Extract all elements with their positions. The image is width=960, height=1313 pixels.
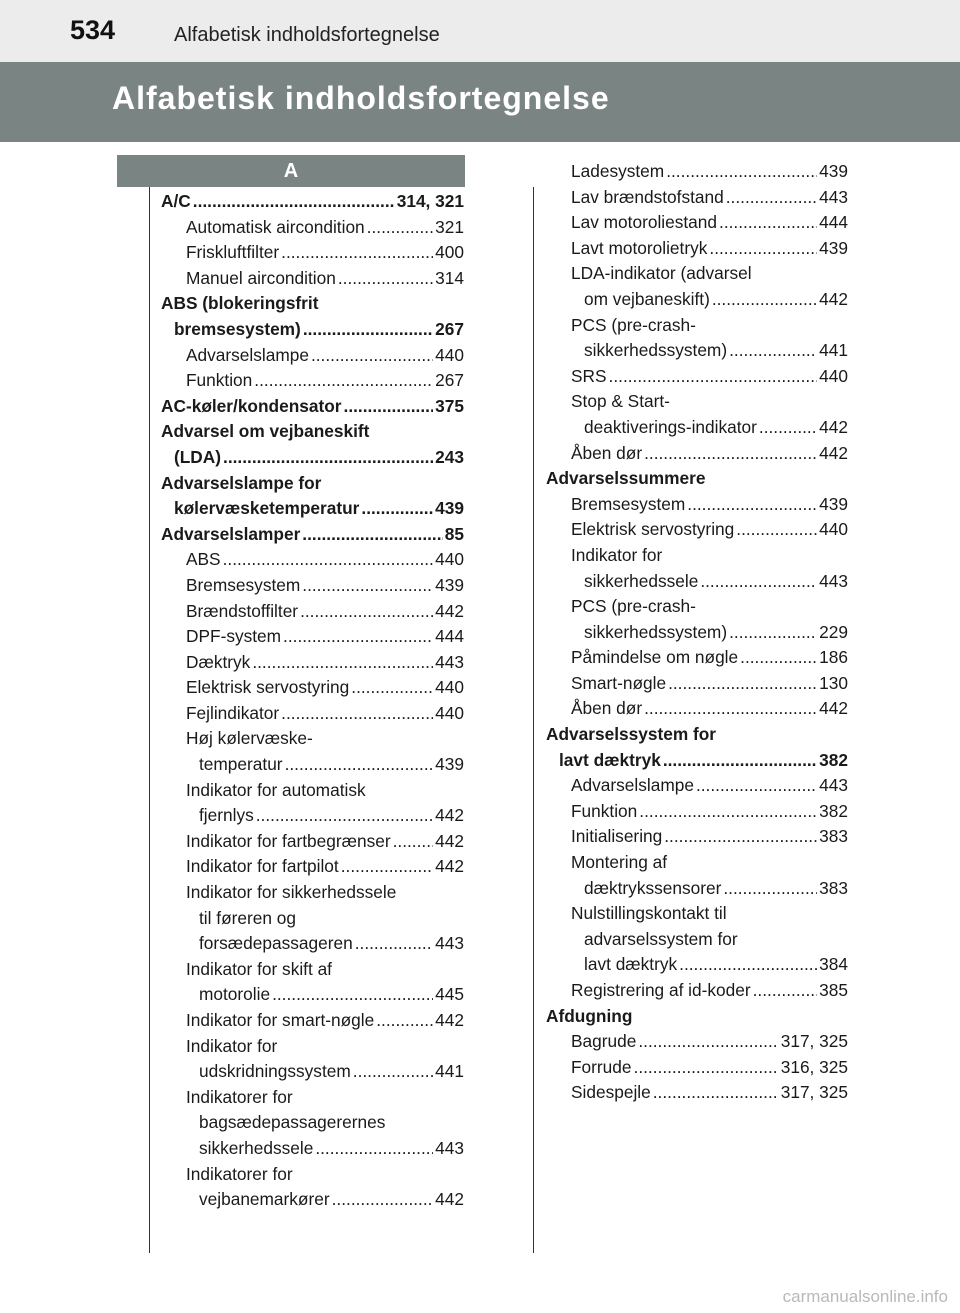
- entry-term: bremsesystem): [174, 318, 301, 339]
- entry-term: Advarselssystem for: [546, 724, 717, 745]
- dot-leader: [353, 1059, 433, 1085]
- entry-term: DPF-system: [186, 626, 282, 647]
- entry-term: Fejlindikator: [186, 702, 280, 723]
- right-column-rule: [533, 187, 534, 1253]
- entry-term: SRS: [571, 365, 607, 386]
- entry-term: (LDA): [174, 446, 222, 467]
- entry-term: bagsædepassagerernes: [199, 1112, 386, 1133]
- entry-page-ref: 321: [435, 216, 464, 237]
- entry-term: Lav brændstofstand: [571, 186, 724, 207]
- dot-leader: [668, 671, 817, 697]
- index-entry: [161, 854, 464, 880]
- dot-leader: [759, 415, 817, 441]
- entry-page-ref: 442: [435, 1010, 464, 1030]
- index-entry: [546, 338, 848, 364]
- dot-leader: [283, 624, 433, 650]
- index-entry: [161, 778, 464, 804]
- dot-leader: [723, 876, 817, 902]
- index-entry: [161, 701, 464, 727]
- dot-leader: [639, 799, 817, 825]
- index-entry: [161, 573, 464, 599]
- index-entry: [161, 445, 464, 471]
- index-entry: [161, 803, 464, 829]
- dot-leader: [344, 394, 434, 420]
- index-entry: [546, 773, 848, 799]
- dot-leader: [663, 748, 817, 774]
- entry-page-ref: 443: [819, 570, 848, 591]
- entry-term: ABS: [186, 549, 221, 570]
- entry-page-ref: 443: [819, 775, 848, 796]
- entry-term: Nulstillingskontakt til: [571, 903, 727, 924]
- index-entry: [161, 829, 464, 855]
- index-entry: [161, 931, 464, 957]
- entry-term: temperatur: [199, 754, 283, 775]
- index-entry: [161, 1162, 464, 1188]
- left-column-rule: [149, 187, 150, 1253]
- index-entry: [161, 1085, 464, 1111]
- index-entry: [546, 1004, 848, 1030]
- dot-leader: [393, 829, 434, 855]
- entry-term: Indikator for skift af: [186, 958, 332, 979]
- entry-term: Dæktryk: [186, 651, 251, 672]
- index-entry: [546, 824, 848, 850]
- index-entry: [546, 441, 848, 467]
- dot-leader: [666, 159, 817, 185]
- entry-term: Advarselssummere: [546, 468, 706, 489]
- entry-term: Smart-nøgle: [571, 672, 667, 693]
- entry-term: Indikator for fartpilot: [186, 856, 339, 877]
- entry-page-ref: 440: [435, 549, 464, 570]
- entry-page-ref: 317, 325: [780, 1031, 848, 1052]
- entry-page-ref: 442: [819, 416, 848, 437]
- entry-page-ref: 383: [819, 877, 848, 898]
- entry-page-ref: 440: [435, 702, 464, 723]
- entry-term: Montering af: [571, 852, 668, 873]
- dot-leader: [638, 1029, 778, 1055]
- entry-term: ABS (blokeringsfrit: [161, 293, 319, 314]
- index-entry: [161, 215, 464, 241]
- index-column-right: [546, 159, 848, 1106]
- entry-term: Lav motoroliestand: [571, 212, 718, 233]
- entry-term: A/C: [161, 191, 191, 211]
- entry-page-ref: 375: [435, 395, 464, 416]
- dot-leader: [332, 1187, 434, 1213]
- index-entry: [546, 569, 848, 595]
- entry-page-ref: 439: [819, 493, 848, 514]
- running-header: [0, 0, 960, 62]
- index-entry: [161, 240, 464, 266]
- index-entry: [161, 343, 464, 369]
- entry-term: Funktion: [186, 370, 253, 391]
- entry-term: Automatisk aircondition: [186, 216, 365, 237]
- entry-term: Åben dør: [571, 442, 643, 463]
- index-entry: [161, 368, 464, 394]
- entry-page-ref: 384: [819, 954, 848, 975]
- section-letter-a: A: [117, 155, 465, 187]
- entry-term: Elektrisk servostyring: [571, 519, 735, 540]
- index-entry: [161, 1187, 464, 1213]
- entry-term: Indikator for automatisk: [186, 779, 366, 800]
- dot-leader: [193, 189, 395, 215]
- entry-term: Advarsel om vejbaneskift: [161, 421, 370, 442]
- index-entry: [546, 415, 848, 441]
- dot-leader: [729, 338, 817, 364]
- entry-page-ref: 443: [435, 933, 464, 954]
- entry-term: Indikatorer for: [186, 1163, 293, 1184]
- entry-page-ref: 444: [819, 212, 848, 233]
- index-entry: [546, 517, 848, 543]
- index-entry: [161, 650, 464, 676]
- dot-leader: [736, 517, 817, 543]
- index-entry: [161, 957, 464, 983]
- index-entry: [546, 1055, 848, 1081]
- index-entry: [546, 645, 848, 671]
- index-entry: [161, 419, 464, 445]
- entry-page-ref: 382: [819, 749, 848, 770]
- entry-term: deaktiverings-indikator: [584, 416, 757, 437]
- index-column-left: [161, 189, 464, 1213]
- index-entry: [161, 547, 464, 573]
- index-entry: [161, 752, 464, 778]
- index-entry: [546, 543, 848, 569]
- index-entry: [161, 317, 464, 343]
- dot-leader: [644, 696, 817, 722]
- entry-page-ref: 442: [819, 698, 848, 719]
- dot-leader: [302, 573, 433, 599]
- index-entry: [546, 901, 848, 927]
- entry-page-ref: 439: [435, 498, 464, 519]
- index-entry: [546, 261, 848, 287]
- index-entry: [161, 1136, 464, 1162]
- entry-term: om vejbaneskift): [584, 288, 710, 309]
- entry-term: sikkerhedssele: [584, 570, 699, 591]
- index-entry: [161, 471, 464, 497]
- index-entry: [546, 722, 848, 748]
- dot-leader: [351, 675, 433, 701]
- dot-leader: [272, 982, 433, 1008]
- entry-term: vejbanemarkører: [199, 1189, 330, 1210]
- dot-leader: [281, 240, 433, 266]
- index-entry: [546, 927, 848, 953]
- page-number: 534: [70, 15, 116, 45]
- index-entry: [546, 594, 848, 620]
- dot-leader: [740, 645, 817, 671]
- entry-page-ref: 243: [435, 446, 464, 467]
- index-entry: [161, 726, 464, 752]
- entry-term: Indikator for: [186, 1035, 278, 1056]
- dot-leader: [719, 210, 817, 236]
- entry-term: lavt dæktryk: [584, 954, 678, 975]
- dot-leader: [729, 620, 817, 646]
- dot-leader: [254, 368, 433, 394]
- index-entry: [546, 671, 848, 697]
- dot-leader: [355, 931, 433, 957]
- entry-term: Bremsesystem: [571, 493, 686, 514]
- entry-term: fjernlys: [199, 805, 254, 826]
- dot-leader: [634, 1055, 779, 1081]
- entry-page-ref: 441: [819, 340, 848, 361]
- dot-leader: [223, 547, 434, 573]
- entry-page-ref: 442: [819, 442, 848, 463]
- dot-leader: [338, 266, 433, 292]
- entry-term: Funktion: [571, 800, 638, 821]
- entry-page-ref: 267: [435, 318, 464, 339]
- entry-term: Brændstoffilter: [186, 600, 299, 621]
- entry-term: Ladesystem: [571, 161, 665, 181]
- index-entry: [546, 364, 848, 390]
- entry-page-ref: 442: [819, 288, 848, 309]
- entry-term: AC-køler/kondensator: [161, 395, 342, 416]
- entry-term: Stop & Start-: [571, 391, 670, 412]
- entry-page-ref: 316, 325: [780, 1056, 848, 1077]
- entry-term: LDA-indikator (advarsel: [571, 263, 752, 284]
- watermark: carmanualsonline.info: [782, 1287, 948, 1306]
- entry-term: udskridningssystem: [199, 1061, 351, 1082]
- entry-page-ref: 440: [435, 344, 464, 365]
- dot-leader: [285, 752, 434, 778]
- running-title: Alfabetisk indholdsfortegnelse: [174, 24, 440, 46]
- entry-term: Advarselslampe: [186, 344, 309, 365]
- index-entry: [546, 952, 848, 978]
- entry-term: kølervæsketemperatur: [174, 498, 360, 519]
- entry-page-ref: 314: [435, 267, 464, 288]
- dot-leader: [664, 824, 817, 850]
- page-title: Alfabetisk indholdsfortegnelse: [112, 80, 610, 116]
- entry-term: Afdugning: [546, 1005, 633, 1026]
- entry-page-ref: 440: [819, 365, 848, 386]
- entry-page-ref: 442: [435, 1189, 464, 1210]
- entry-page-ref: 443: [435, 1137, 464, 1158]
- entry-page-ref: 130: [819, 672, 848, 693]
- entry-term: Høj kølervæske-: [186, 728, 313, 749]
- index-entry: [546, 620, 848, 646]
- entry-page-ref: 441: [435, 1061, 464, 1082]
- entry-term: Påmindelse om nøgle: [571, 647, 739, 668]
- entry-term: forsædepassageren: [199, 933, 353, 954]
- entry-term: advarselssystem for: [584, 928, 738, 949]
- entry-page-ref: 440: [435, 677, 464, 698]
- index-entry: [161, 982, 464, 1008]
- index-entry: [161, 394, 464, 420]
- entry-term: Lavt motorolietryk: [571, 237, 708, 258]
- index-entry: [546, 236, 848, 262]
- index-entry: [161, 906, 464, 932]
- index-entry: [161, 189, 464, 215]
- entry-page-ref: 442: [435, 600, 464, 621]
- entry-term: Bagrude: [571, 1031, 637, 1052]
- entry-term: Indikatorer for: [186, 1086, 293, 1107]
- dot-leader: [341, 854, 433, 880]
- index-entry: [546, 185, 848, 211]
- index-entry: [546, 876, 848, 902]
- entry-page-ref: 85: [444, 523, 464, 544]
- entry-page-ref: 385: [819, 980, 848, 1000]
- dot-leader: [696, 773, 817, 799]
- entry-page-ref: 314, 321: [396, 191, 464, 211]
- dot-leader: [726, 185, 817, 211]
- entry-term: sikkerhedssele: [199, 1137, 314, 1158]
- dot-leader: [311, 343, 433, 369]
- dot-leader: [281, 701, 433, 727]
- entry-term: Advarselslampe for: [161, 472, 322, 493]
- entry-term: Registrering af id-koder: [571, 980, 751, 1000]
- index-entry: [546, 159, 848, 185]
- entry-term: Indikator for: [571, 544, 663, 565]
- entry-page-ref: 442: [435, 805, 464, 826]
- index-entry: [546, 313, 848, 339]
- entry-term: dæktrykssensorer: [584, 877, 722, 898]
- index-entry: [161, 291, 464, 317]
- entry-page-ref: 443: [435, 651, 464, 672]
- entry-term: PCS (pre-crash-: [571, 596, 696, 617]
- index-entry: [546, 748, 848, 774]
- index-entry: [161, 496, 464, 522]
- entry-term: Indikator for sikkerhedssele: [186, 882, 397, 903]
- dot-leader: [223, 445, 433, 471]
- dot-leader: [367, 215, 433, 241]
- entry-page-ref: 267: [435, 370, 464, 391]
- index-entry: [546, 210, 848, 236]
- dot-leader: [361, 496, 433, 522]
- entry-page-ref: 186: [819, 647, 848, 668]
- entry-term: sikkerhedssystem): [584, 621, 728, 642]
- entry-page-ref: 443: [819, 186, 848, 207]
- index-entry: [546, 799, 848, 825]
- entry-term: lavt dæktryk: [559, 749, 661, 770]
- entry-page-ref: 317, 325: [780, 1082, 848, 1103]
- dot-leader: [653, 1080, 779, 1106]
- entry-term: til føreren og: [199, 907, 297, 928]
- entry-page-ref: 440: [819, 519, 848, 540]
- index-entry: [546, 466, 848, 492]
- entry-term: Indikator for smart-nøgle: [186, 1010, 375, 1030]
- dot-leader: [315, 1136, 433, 1162]
- dot-leader: [302, 522, 442, 548]
- dot-leader: [376, 1008, 433, 1034]
- dot-leader: [609, 364, 818, 390]
- entry-term: Elektrisk servostyring: [186, 677, 350, 698]
- entry-page-ref: 439: [819, 237, 848, 258]
- index-entry: [161, 675, 464, 701]
- entry-page-ref: 444: [435, 626, 464, 647]
- entry-page-ref: 439: [819, 161, 848, 181]
- entry-term: Initialisering: [571, 826, 663, 847]
- index-entry: [161, 266, 464, 292]
- entry-page-ref: 442: [435, 856, 464, 877]
- entry-page-ref: 442: [435, 830, 464, 851]
- index-entry: [546, 850, 848, 876]
- entry-page-ref: 383: [819, 826, 848, 847]
- index-entry: [546, 389, 848, 415]
- entry-term: Åben dør: [571, 698, 643, 719]
- entry-term: Advarselslamper: [161, 523, 301, 544]
- entry-term: Friskluftfilter: [186, 242, 280, 263]
- index-entry: [546, 978, 848, 1004]
- dot-leader: [712, 287, 817, 313]
- index-entry: [161, 522, 464, 548]
- dot-leader: [256, 803, 433, 829]
- dot-leader: [300, 599, 433, 625]
- dot-leader: [709, 236, 817, 262]
- index-entry: [546, 1029, 848, 1055]
- entry-page-ref: 400: [435, 242, 464, 263]
- entry-term: Bremsesystem: [186, 574, 301, 595]
- entry-page-ref: 439: [435, 574, 464, 595]
- entry-page-ref: 382: [819, 800, 848, 821]
- index-entry: [161, 1059, 464, 1085]
- dot-leader: [252, 650, 433, 676]
- entry-page-ref: 445: [435, 984, 464, 1005]
- index-entry: [161, 599, 464, 625]
- entry-term: Advarselslampe: [571, 775, 694, 796]
- entry-term: Indikator for fartbegrænser: [186, 830, 391, 851]
- index-entry: [546, 696, 848, 722]
- dot-leader: [679, 952, 817, 978]
- entry-term: Forrude: [571, 1056, 632, 1077]
- dot-leader: [753, 978, 818, 1004]
- entry-term: sikkerhedssystem): [584, 340, 728, 361]
- index-entry: [161, 1008, 464, 1034]
- entry-term: motorolie: [199, 984, 271, 1005]
- index-entry: [161, 1034, 464, 1060]
- entry-page-ref: 229: [819, 621, 848, 642]
- dot-leader: [700, 569, 817, 595]
- index-entry: [161, 1110, 464, 1136]
- index-entry: [161, 624, 464, 650]
- index-entry: [546, 1080, 848, 1106]
- dot-leader: [644, 441, 817, 467]
- dot-leader: [687, 492, 817, 518]
- index-entry: [161, 880, 464, 906]
- entry-term: PCS (pre-crash-: [571, 314, 696, 335]
- index-entry: [546, 492, 848, 518]
- index-entry: [546, 287, 848, 313]
- dot-leader: [303, 317, 433, 343]
- entry-term: Sidespejle: [571, 1082, 651, 1103]
- entry-term: Manuel aircondition: [186, 267, 336, 288]
- entry-page-ref: 439: [435, 754, 464, 775]
